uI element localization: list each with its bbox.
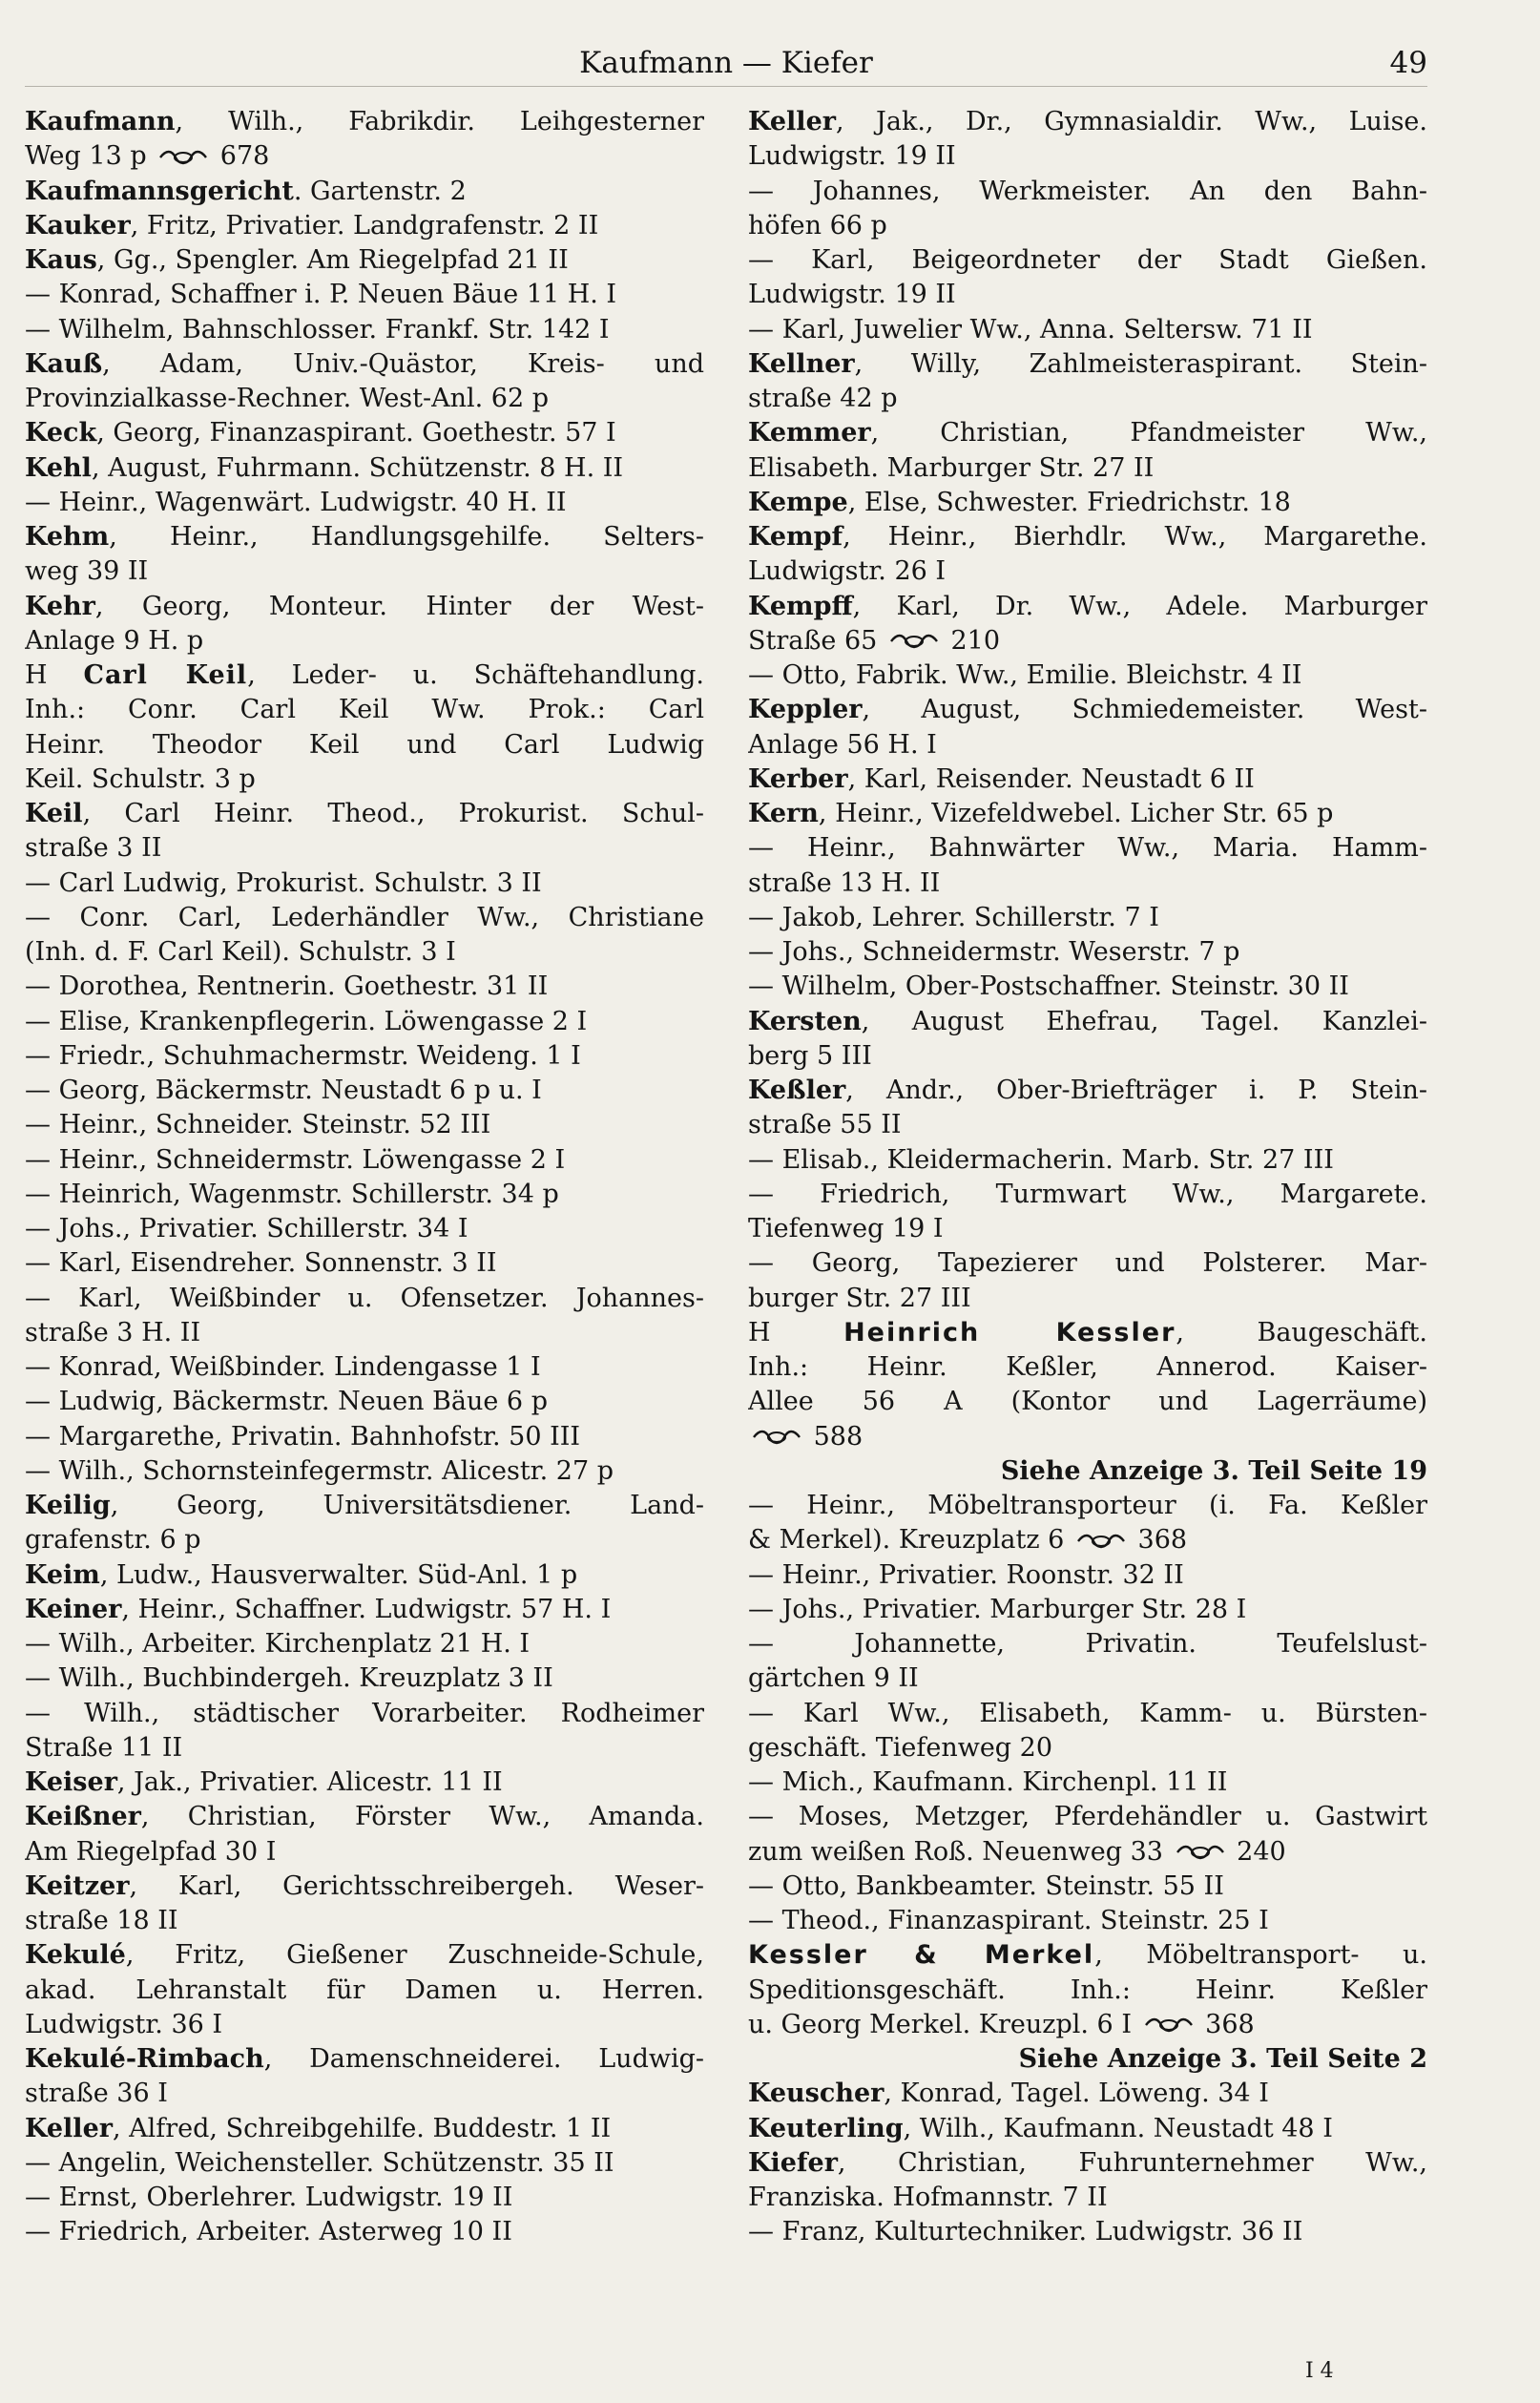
entry-name: Keppler (748, 695, 863, 725)
entry-line: Kempf, Heinr., Bierhdlr. Ww., Margarethe. (748, 522, 1427, 552)
entry-line: Kaufmannsgericht. Gartenstr. 2 (25, 176, 467, 206)
entry-line: — Wilh., Schornsteinfegermstr. Alicestr. 27 p (25, 1455, 614, 1486)
entry-line: höfen 66 p (748, 210, 887, 240)
directory-entry (748, 1904, 1427, 1938)
entry-line: Inh.: Heinr. Keßler, Annerod. Kaiser- (748, 1352, 1427, 1382)
entry-name: Kaus (25, 245, 97, 275)
directory-entry (748, 901, 1427, 935)
entry-line: — Johs., Privatier. Marburger Str. 28 I (748, 1594, 1247, 1624)
entry-line: H Heinrich Kessler, Baugeschäft. (748, 1317, 1427, 1348)
telephone-icon (158, 148, 208, 167)
entry-line: Keil. Schulstr. 3 p (25, 763, 256, 794)
directory-entry (25, 1938, 704, 2042)
entry-name: Kehm (25, 522, 110, 552)
entry-line: Speditionsgeschäft. Inh.: Heinr. Keßler (748, 1975, 1427, 2005)
entry-line: zum weißen Roß. Neuenweg 33 240 (748, 1836, 1286, 1867)
directory-entry (748, 175, 1427, 244)
entry-line: Kehm, Heinr., Handlungsgehilfe. Selters- (25, 522, 704, 552)
entry-line: (Inh. d. F. Carl Keil). Schulstr. 3 I (25, 937, 456, 967)
entry-line: Am Riegelpfad 30 I (25, 1836, 277, 1867)
directory-entry (25, 1246, 704, 1281)
directory-entry (25, 1800, 704, 1870)
entry-line: — Otto, Bankbeamter. Steinstr. 55 II (748, 1870, 1224, 1901)
directory-entry (25, 867, 704, 901)
directory-entry (748, 658, 1427, 693)
directory-entry (748, 831, 1427, 901)
entry-line: — Friedr., Schuhmachermstr. Weideng. 1 I (25, 1040, 581, 1071)
entry-line: Straße 65 210 (748, 625, 1001, 656)
entry-line: — Jakob, Lehrer. Schillerstr. 7 I (748, 902, 1159, 932)
entry-name: Keiner (25, 1594, 122, 1624)
entry-line: — Johannette, Privatin. Teufelslust- (748, 1629, 1427, 1659)
entry-name: Kiefer (748, 2147, 838, 2178)
entry-line: straße 13 H. II (748, 867, 941, 898)
entry-line: — Carl Ludwig, Prokurist. Schulstr. 3 II (25, 867, 542, 898)
entry-line: — Karl, Weißbinder u. Ofensetzer. Johannes- (25, 1283, 704, 1313)
entry-name: Kessler & Merkel (748, 1940, 1095, 1971)
entry-line: — Wilh., Arbeiter. Kirchenplatz 21 H. I (25, 1629, 531, 1659)
directory-entry (748, 1489, 1427, 1558)
entry-line: — Heinr., Schneider. Steinstr. 52 III (25, 1110, 491, 1140)
entry-line: Keuscher, Konrad, Tagel. Löweng. 34 I (748, 2079, 1269, 2109)
directory-entry (748, 2042, 1427, 2077)
telephone-icon (889, 632, 939, 651)
directory-entry (748, 1627, 1427, 1697)
directory-entry (748, 1800, 1427, 1870)
entry-line: Kekulé-Rimbach, Damenschneiderei. Ludwig- (25, 2044, 704, 2074)
entry-line: Heinr. Theodor Keil und Carl Ludwig (25, 729, 704, 760)
directory-entry (25, 1870, 704, 1939)
directory-entry (25, 2215, 704, 2249)
entry-line: — Johs., Schneidermstr. Weserstr. 7 p (748, 937, 1240, 967)
directory-entry (25, 1039, 704, 1074)
directory-entry (748, 2215, 1427, 2249)
entry-name: Kekulé-Rimbach (25, 2044, 264, 2074)
directory-entry (748, 347, 1427, 417)
header-rule (25, 86, 1427, 87)
entry-line: Kekulé, Fritz, Gießener Zuschneide-Schule, (25, 1940, 704, 1971)
entry-line: Kempe, Else, Schwester. Friedrichstr. 18 (748, 487, 1291, 517)
directory-entry (748, 520, 1427, 590)
entry-name: Heinrich Kessler (843, 1317, 1176, 1348)
entry-line: — Karl Ww., Elisabeth, Kamm- u. Bürsten- (748, 1698, 1427, 1728)
entry-line: Straße 11 II (25, 1732, 183, 1763)
entry-line: — Ludwig, Bäckermstr. Neuen Bäue 6 p (25, 1387, 548, 1417)
directory-entry (748, 693, 1427, 763)
entry-line: H Carl Keil, Leder- u. Schäftehandlung. (25, 660, 704, 690)
entry-line: Kempff, Karl, Dr. Ww., Adele. Marburger (748, 591, 1427, 621)
entry-name: Keil (25, 799, 83, 828)
directory-entry (748, 935, 1427, 970)
entry-line: Ludwigstr. 26 I (748, 556, 947, 587)
directory-entry (25, 1593, 704, 1627)
entry-line: Keuterling, Wilh., Kaufmann. Neustadt 48 I (748, 2113, 1333, 2143)
entry-line: Ludwigstr. 36 I (25, 2009, 223, 2039)
telephone-icon (752, 1428, 801, 1447)
entry-line: — Mich., Kaufmann. Kirchenpl. 11 II (748, 1767, 1228, 1797)
entry-name: Kaufmann (25, 107, 176, 136)
directory-entry (25, 658, 704, 797)
entry-line: u. Georg Merkel. Kreuzpl. 6 I 368 (748, 2009, 1255, 2039)
entry-line: — Angelin, Weichensteller. Schützenstr. 35 II (25, 2147, 614, 2178)
entry-line: straße 3 H. II (25, 1317, 201, 1348)
directory-entry (25, 175, 704, 209)
entry-name: Keitzer (25, 1870, 130, 1901)
directory-entry (25, 486, 704, 520)
entry-name: Keiser (25, 1767, 117, 1797)
directory-entry (748, 105, 1427, 175)
directory-entry (25, 243, 704, 278)
entry-line: — Karl, Eisendreher. Sonnenstr. 3 II (25, 1248, 497, 1279)
directory-entry (25, 970, 704, 1004)
entry-name: Kehl (25, 452, 92, 483)
entry-line: weg 39 II (25, 556, 149, 587)
running-title: Kaufmann — Kiefer (579, 46, 873, 80)
telephone-icon (1176, 1843, 1225, 1862)
entry-line: — Friedrich, Arbeiter. Asterweg 10 II (25, 2217, 512, 2247)
entry-name: Kaufmannsgericht (25, 176, 294, 206)
entry-line: — Heinr., Möbeltransporteur (i. Fa. Keßler (748, 1491, 1427, 1520)
directory-entry (25, 1282, 704, 1351)
entry-line: straße 3 II (25, 833, 162, 864)
entry-line: — Friedrich, Turmwart Ww., Margarete. (748, 1179, 1427, 1209)
entry-line: — Theod., Finanzaspirant. Steinstr. 25 I (748, 1906, 1269, 1935)
entry-line: burger Str. 27 III (748, 1283, 971, 1313)
directory-entry (25, 1661, 704, 1696)
directory-entry (25, 1005, 704, 1039)
entry-name: Keller (25, 2113, 113, 2143)
entry-line: — Heinr., Bahnwärter Ww., Maria. Hamm- (748, 833, 1427, 864)
entry-line: — Conr. Carl, Lederhändler Ww., Christiane (25, 902, 704, 932)
entry-line: — Georg, Tapezierer und Polsterer. Mar- (748, 1248, 1427, 1279)
entry-line: Allee 56 A (Kontor und Lagerräume) (748, 1387, 1427, 1417)
left-column (25, 105, 704, 2250)
directory-entry (748, 2112, 1427, 2146)
directory-entry (748, 1938, 1427, 2042)
directory-entry (25, 1350, 704, 1385)
entry-line: — Moses, Metzger, Pferdehändler u. Gastwirt (748, 1802, 1427, 1832)
directory-entry (748, 590, 1427, 659)
entry-line: — Wilh., Buchbindergeh. Kreuzplatz 3 II (25, 1663, 553, 1694)
entry-name: Carl Keil (83, 660, 248, 690)
entry-line: & Merkel). Kreuzplatz 6 368 (748, 1525, 1188, 1556)
entry-line: akad. Lehranstalt für Damen u. Herren. (25, 1975, 704, 2005)
entry-line: — Heinrich, Wagenmstr. Schillerstr. 34 p (25, 1179, 559, 1209)
entry-line: — Ernst, Oberlehrer. Ludwigstr. 19 II (25, 2183, 513, 2212)
entry-line: Kiefer, Christian, Fuhrunternehmer Ww., (748, 2147, 1427, 2178)
directory-entry (25, 313, 704, 347)
entry-name: Kauß (25, 348, 103, 379)
entry-line: — Franz, Kulturtechniker. Ludwigstr. 36 II (748, 2217, 1303, 2247)
entry-line: 588 (748, 1420, 1427, 1454)
entry-name: Kersten (748, 1006, 862, 1036)
entry-line: Keilig, Georg, Universitätsdiener. Land- (25, 1491, 704, 1520)
entry-line: — Johs., Privatier. Schillerstr. 34 I (25, 1214, 468, 1243)
entry-line: straße 18 II (25, 1906, 178, 1935)
directory-entry (748, 486, 1427, 520)
entry-line: — Otto, Fabrik. Ww., Emilie. Bleichstr. 4 II (748, 660, 1302, 690)
directory-entry (748, 1316, 1427, 1454)
directory-entry (748, 416, 1427, 486)
directory-entry (748, 1143, 1427, 1178)
page-header (25, 46, 1427, 84)
directory-entry (25, 451, 704, 486)
entry-name: Keuterling (748, 2113, 904, 2143)
directory-entry (748, 1766, 1427, 1800)
entry-line: — Dorothea, Rentnerin. Goethestr. 31 II (25, 972, 549, 1002)
entry-line: Keppler, August, Schmiedemeister. West- (748, 695, 1427, 725)
right-column (748, 105, 1427, 2250)
telephone-icon (1076, 1532, 1126, 1551)
directory-entry (25, 1697, 704, 1766)
directory-entry (25, 1385, 704, 1419)
entry-line: — Heinr., Wagenwärt. Ludwigstr. 40 H. II (25, 487, 567, 517)
directory-entry (25, 416, 704, 450)
entry-name: Kern (748, 799, 819, 828)
entry-name: Kemmer (748, 418, 871, 449)
directory-entry (25, 2112, 704, 2146)
entry-line: — Heinr., Privatier. Roonstr. 32 II (748, 1559, 1184, 1590)
directory-entry (748, 2146, 1427, 2216)
entry-line: Keim, Ludw., Hausverwalter. Süd-Anl. 1 p (25, 1559, 578, 1590)
entry-line: Keßler, Andr., Ober-Briefträger i. P. Stein- (748, 1076, 1427, 1105)
directory-entry (25, 520, 704, 590)
entry-name: Kempe (748, 487, 848, 517)
directory-entry (25, 1143, 704, 1178)
entry-line: Keißner, Christian, Förster Ww., Amanda. (25, 1802, 704, 1832)
directory-entry (25, 1489, 704, 1558)
entry-line: Kern, Heinr., Vizefeldwebel. Licher Str. 65 p (748, 799, 1334, 828)
signature-mark: I 4 (1305, 2359, 1334, 2383)
directory-entry (25, 1212, 704, 1246)
directory-entry (748, 313, 1427, 347)
entry-name: Kehr (25, 591, 95, 621)
entry-line: Keiser, Jak., Privatier. Alicestr. 11 II (25, 1767, 503, 1797)
directory-entry (25, 901, 704, 971)
entry-line: — Karl, Juwelier Ww., Anna. Seltersw. 71 II (748, 314, 1313, 345)
directory-entry (25, 1454, 704, 1489)
directory-entry (748, 763, 1427, 797)
advertisement-reference: Siehe Anzeige 3. Teil Seite 2 (1018, 2044, 1427, 2074)
entry-line: Keller, Alfred, Schreibgehilfe. Buddestr. 1 II (25, 2113, 612, 2143)
directory-entry (25, 278, 704, 312)
directory-entry (25, 590, 704, 659)
directory-entry (25, 2146, 704, 2181)
entry-line: Kemmer, Christian, Pfandmeister Ww., (748, 418, 1427, 449)
entry-name: Kauker (25, 210, 131, 240)
directory-entry (748, 1593, 1427, 1627)
entry-line: Kauker, Fritz, Privatier. Landgrafenstr. 2 II (25, 210, 599, 240)
entry-line: straße 42 p (748, 384, 898, 413)
entry-line: Weg 13 p 678 (25, 141, 270, 172)
advertisement-reference: Siehe Anzeige 3. Teil Seite 19 (1000, 1455, 1427, 1486)
entry-line: Keiner, Heinr., Schaffner. Ludwigstr. 57 H. I (25, 1594, 612, 1624)
entry-line: — Georg, Bäckermstr. Neustadt 6 p u. I (25, 1076, 542, 1105)
entry-name: Kellner (748, 348, 855, 379)
directory-entry (748, 1178, 1427, 1247)
entry-line: Keller, Jak., Dr., Gymnasialdir. Ww., Luise. (748, 107, 1427, 136)
page-number: 49 (1389, 46, 1427, 80)
entry-line: — Konrad, Schaffner i. P. Neuen Bäue 11 H. I (25, 280, 617, 310)
directory-entry (25, 797, 704, 867)
entry-line: — Wilhelm, Ober-Postschaffner. Steinstr. 30 II (748, 972, 1349, 1002)
directory-entry (748, 1246, 1427, 1316)
entry-name: Kerber (748, 763, 848, 794)
directory-entry (25, 1420, 704, 1454)
directory-entry (25, 105, 704, 175)
telephone-icon (1144, 2016, 1194, 2035)
entry-line: — Wilhelm, Bahnschlosser. Frankf. Str. 142 I (25, 314, 610, 345)
entry-line: — Wilh., städtischer Vorarbeiter. Rodheimer (25, 1698, 704, 1728)
entry-line: Elisabeth. Marburger Str. 27 II (748, 452, 1155, 483)
directory-entry (25, 1627, 704, 1661)
entry-line: Kellner, Willy, Zahlmeisteraspirant. Stein- (748, 348, 1427, 379)
entry-line: Tiefenweg 19 I (748, 1214, 944, 1243)
entry-line: Anlage 9 H. p (25, 625, 204, 656)
directory-entry (748, 2077, 1427, 2111)
entry-name: Kempff (748, 591, 853, 621)
entry-name: Keßler (748, 1076, 846, 1105)
entry-name: Keuscher (748, 2079, 884, 2109)
directory-entry (748, 970, 1427, 1004)
directory-entry (748, 1697, 1427, 1766)
entry-name: Kempf (748, 522, 843, 552)
entry-name: Keilig (25, 1491, 111, 1520)
entry-line: Keil, Carl Heinr. Theod., Prokurist. Schul- (25, 799, 704, 828)
directory-entry (25, 209, 704, 243)
entry-line: Kessler & Merkel, Möbeltransport- u. (748, 1940, 1427, 1971)
entry-line: Ludwigstr. 19 II (748, 141, 956, 172)
entry-line: Kaus, Gg., Spengler. Am Riegelpfad 21 II (25, 245, 569, 275)
entry-line: Kehl, August, Fuhrmann. Schützenstr. 8 H. II (25, 452, 624, 483)
directory-entry (25, 1178, 704, 1212)
entry-line: — Elisab., Kleidermacherin. Marb. Str. 27 III (748, 1144, 1334, 1175)
entry-line: Franziska. Hofmannstr. 7 II (748, 2183, 1108, 2212)
entry-line: Ludwigstr. 19 II (748, 280, 956, 310)
entry-name: Keim (25, 1559, 100, 1590)
entry-name: Keck (25, 418, 97, 449)
directory-entry (748, 1074, 1427, 1143)
directory-entry (25, 1766, 704, 1800)
entry-line: Kersten, August Ehefrau, Tagel. Kanzlei- (748, 1006, 1427, 1036)
directory-entry (748, 243, 1427, 313)
entry-line: — Elise, Krankenpflegerin. Löwengasse 2 I (25, 1006, 588, 1036)
directory-entry (25, 2042, 704, 2112)
directory-entry (25, 1558, 704, 1593)
directory-entry (748, 1454, 1427, 1489)
entry-line: Inh.: Conr. Carl Keil Ww. Prok.: Carl (25, 695, 704, 725)
entry-line: — Heinr., Schneidermstr. Löwengasse 2 I (25, 1144, 566, 1175)
directory-entry (25, 1108, 704, 1142)
directory-entry (25, 1074, 704, 1108)
entry-line: — Margarethe, Privatin. Bahnhofstr. 50 III (25, 1421, 581, 1452)
entry-line: — Johannes, Werkmeister. An den Bahn- (748, 176, 1427, 206)
entry-line: gärtchen 9 II (748, 1663, 919, 1694)
entry-line: Keck, Georg, Finanzaspirant. Goethestr. 57 I (25, 418, 616, 449)
directory-entry (748, 1558, 1427, 1593)
entry-line: Kauß, Adam, Univ.-Quästor, Kreis- und (25, 348, 704, 379)
directory-entry (25, 347, 704, 417)
entry-line: berg 5 III (748, 1040, 872, 1071)
directory-entry (748, 1005, 1427, 1075)
entry-line: Kerber, Karl, Reisender. Neustadt 6 II (748, 763, 1255, 794)
entry-line: Provinzialkasse-Rechner. West-Anl. 62 p (25, 384, 550, 413)
entry-line: Kaufmann, Wilh., Fabrikdir. Leihgesterner (25, 107, 704, 136)
directory-entry (748, 797, 1427, 831)
entry-line: grafenstr. 6 p (25, 1525, 201, 1556)
entry-line: straße 36 I (25, 2079, 168, 2109)
entry-name: Keller (748, 107, 836, 136)
directory-entry (25, 2181, 704, 2215)
entry-line: — Konrad, Weißbinder. Lindengasse 1 I (25, 1352, 541, 1382)
entry-line: straße 55 II (748, 1110, 902, 1140)
entry-line: Kehr, Georg, Monteur. Hinter der West- (25, 591, 704, 621)
entry-line: geschäft. Tiefenweg 20 (748, 1732, 1053, 1763)
entry-line: Anlage 56 H. I (748, 729, 937, 760)
entry-line: Keitzer, Karl, Gerichtsschreibergeh. Weser- (25, 1870, 704, 1901)
directory-entry (748, 1870, 1427, 1904)
entry-line: — Karl, Beigeordneter der Stadt Gießen. (748, 245, 1427, 275)
entry-name: Kekulé (25, 1940, 126, 1971)
entry-name: Keißner (25, 1802, 141, 1832)
